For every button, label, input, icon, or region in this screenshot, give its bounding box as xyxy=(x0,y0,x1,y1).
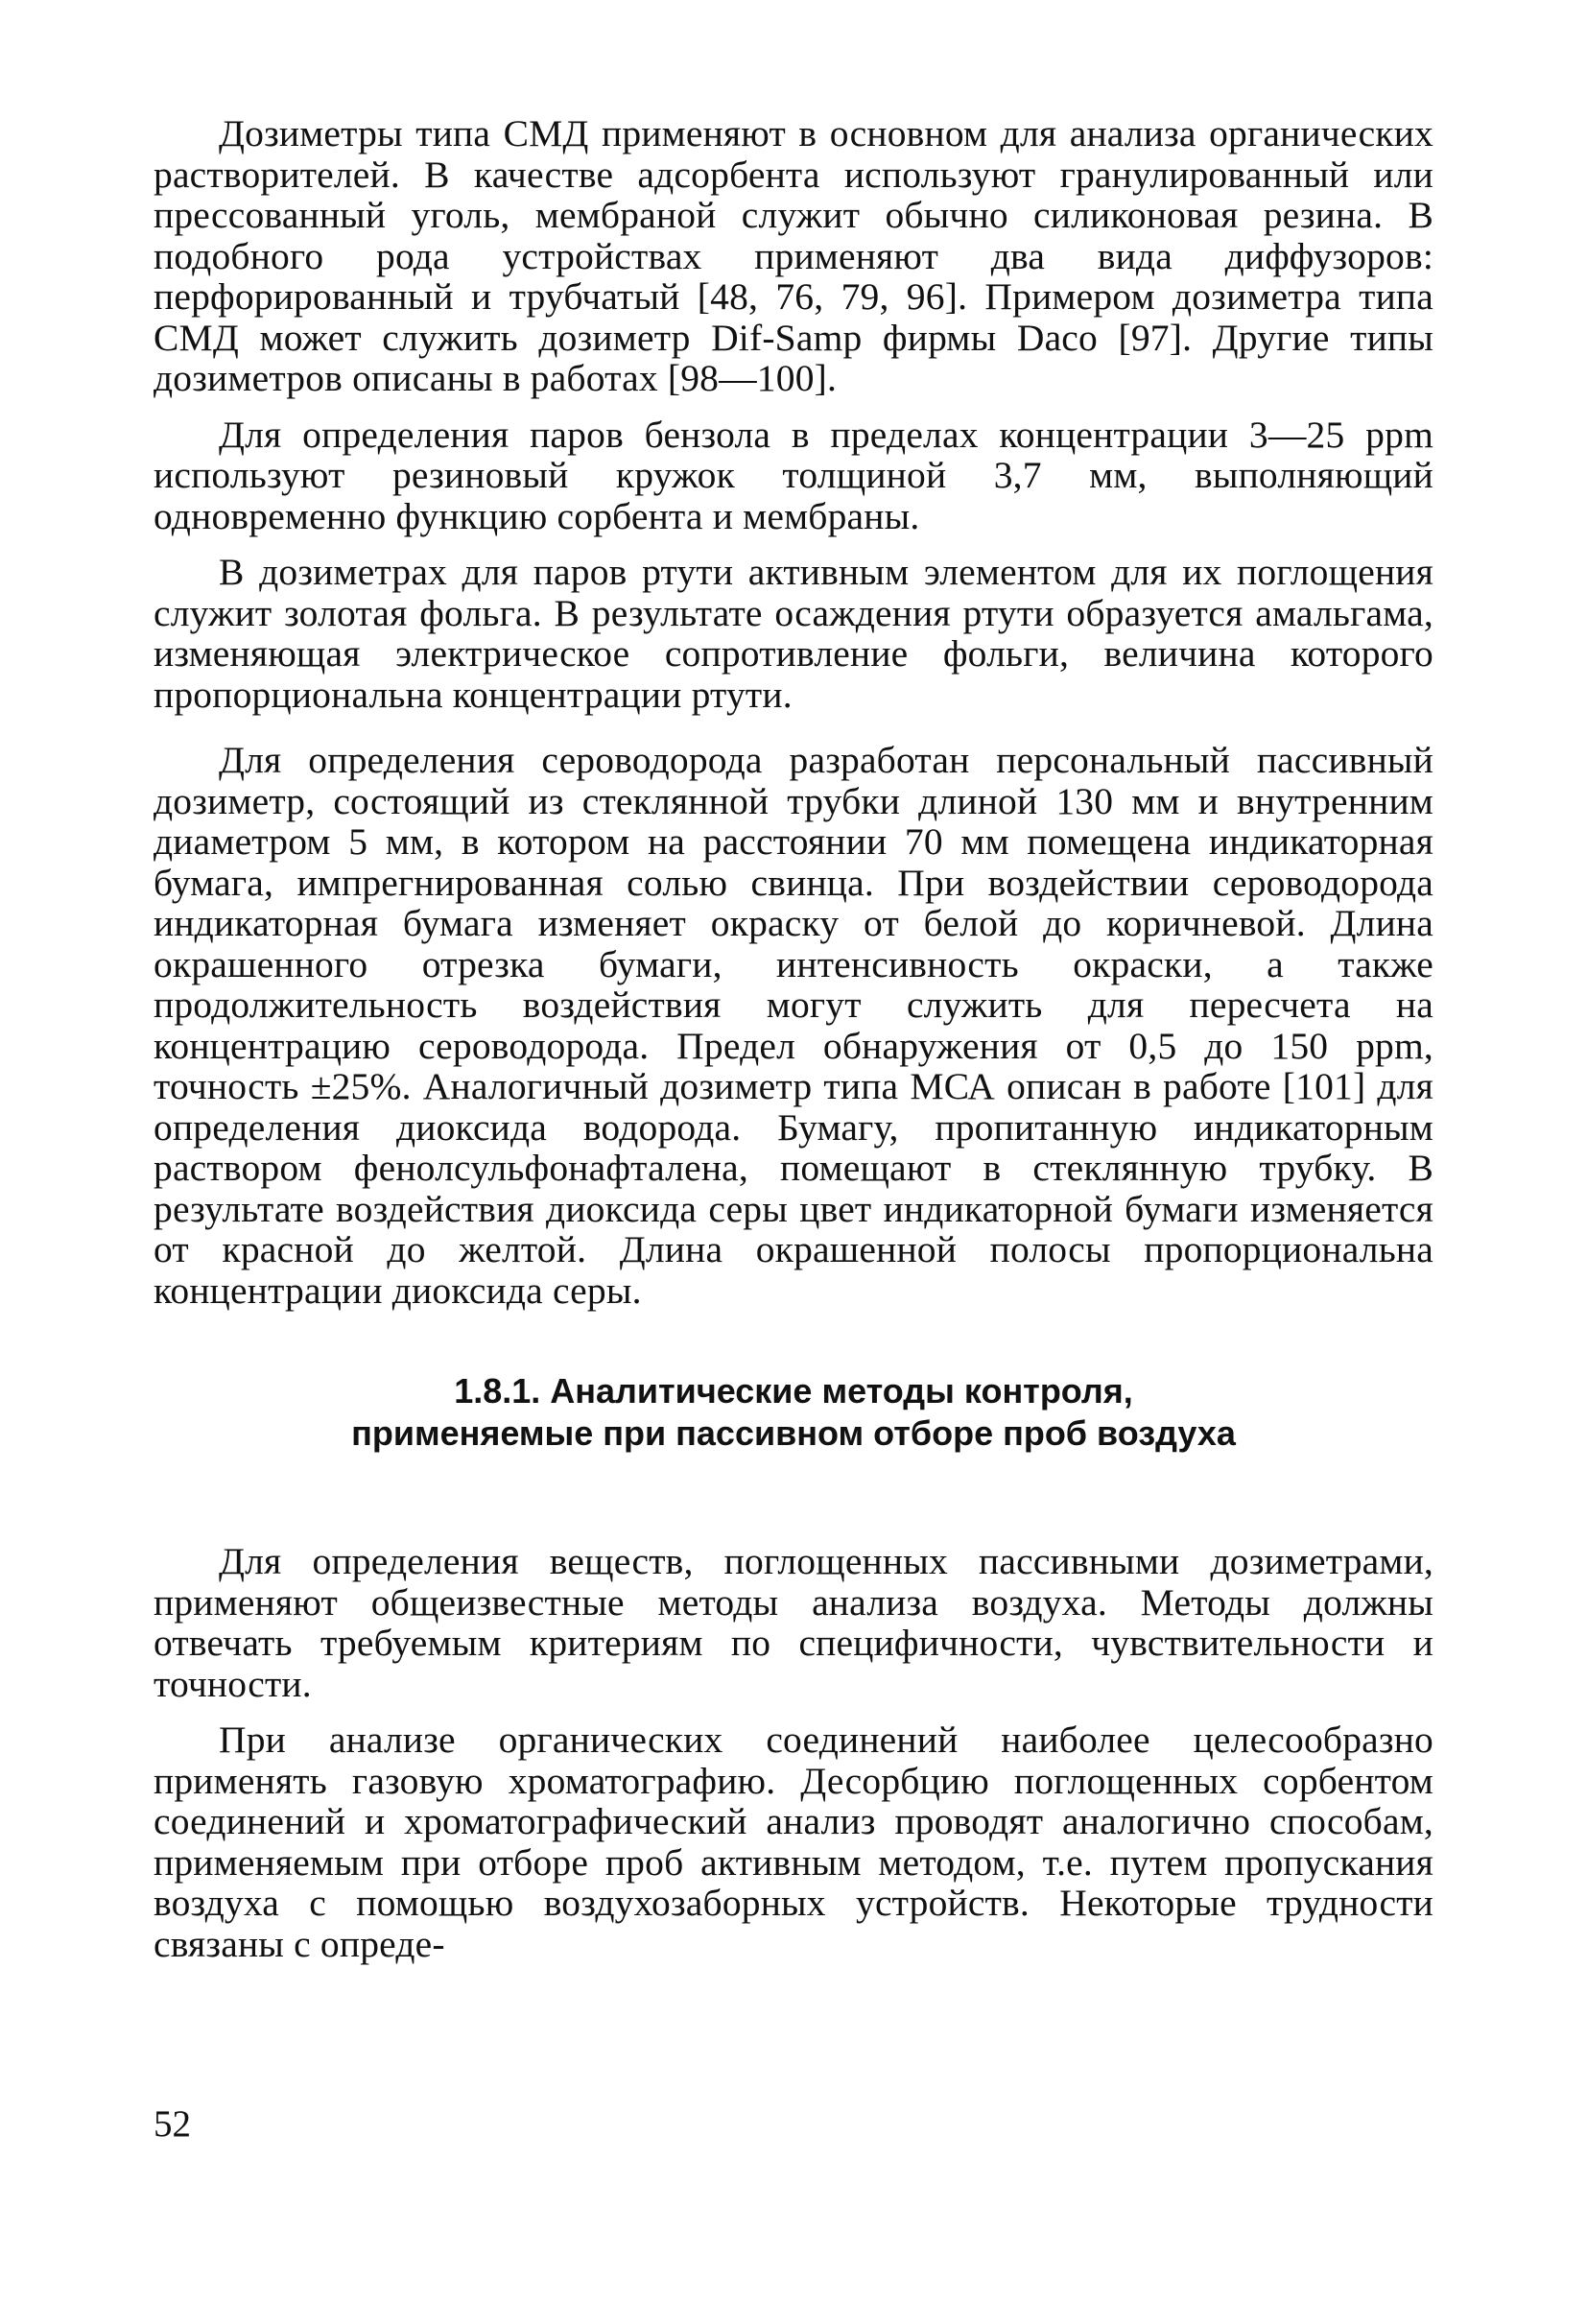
paragraph-hydrogen-sulfide: Для определения сероводорода разработан персональный пассивный дозиметр, состоящий из стеклянной трубки длиной 130 мм и внутренним диаметром 5 мм, в котором на расстоянии 70 мм помещена индикаторная бумага, импрегнированная солью свинца. При воздействии сероводорода индикаторная бумага изменяет окраску от белой до коричневой. Длина окрашенного отрезка бумаги, интенсивность окраски, а также продолжительность воздействия могут служить для пересчета на концентрацию сероводорода. Предел обнаружения от 0,5 до 150 ppm, точность ±25%. Аналогичный дозиметр типа МСА описан в работе [101] для определения диоксида водорода. Бумагу, пропитанную индикаторным раствором фенолсульфонафталена, помещают в стеклянную трубку. В результате воздействия диоксида серы цвет индикаторной бумаги изменяется от красной до желтой. Длина окрашенной полосы пропорциональна концентрации диоксида серы. xyxy=(154,739,1433,1312)
paragraph-analysis-methods: Для определения веществ, поглощенных пассивными дозиметрами, применяют общеизвестные методы анализа воздуха. Методы должны отвечать требуемым критериям по специфичности, чувствительности и точности. xyxy=(154,1540,1433,1705)
section-heading-line-2: применяемые при пассивном отборе проб воздуха xyxy=(351,1413,1236,1453)
section-heading xyxy=(154,1370,1433,1455)
paragraph-gas-chromatography: При анализе органических соединений наиболее целесообразно применять газовую хроматографию. Десорбцию поглощенных сорбентом соединений и хроматографический анализ проводят аналогично способам, применяемым при отборе проб активным методом, т.е. путем пропускания воздуха с помощью воздухозаборных устройств. Некоторые трудности связаны с опреде- xyxy=(154,1719,1433,1965)
page-body xyxy=(154,113,1433,1964)
paragraph-mercury: В дозиметрах для паров ртути активным элементом для их поглощения служит золотая фольга. В результате осаждения ртути образуется амальгама, изменяющая электрическое сопротивление фольги, величина которого пропорциональна концентрации ртути. xyxy=(154,551,1433,716)
section-heading-line-1: 1.8.1. Аналитические методы контроля, xyxy=(454,1371,1133,1411)
paragraph-benzene: Для определения паров бензола в пределах концентрации 3—25 ppm используют резиновый кружок толщиной 3,7 мм, выполняющий одновременно функцию сорбента и мембраны. xyxy=(154,413,1433,537)
page-number: 52 xyxy=(154,2103,191,2145)
paragraph-smd-dosimeters: Дозиметры типа СМД применяют в основном для анализа органических растворителей. В качестве адсорбента используют гранулированный или прессованный уголь, мембраной служит обычно силиконовая резина. В подобного рода устройствах применяют два вида диффузоров: перфорированный и трубчатый [48, 76, 79, 96]. Примером дозиметра типа СМД может служить дозиметр Dif-Samp фирмы Daco [97]. Другие типы дозиметров описаны в работах [98—100]. xyxy=(154,112,1433,399)
